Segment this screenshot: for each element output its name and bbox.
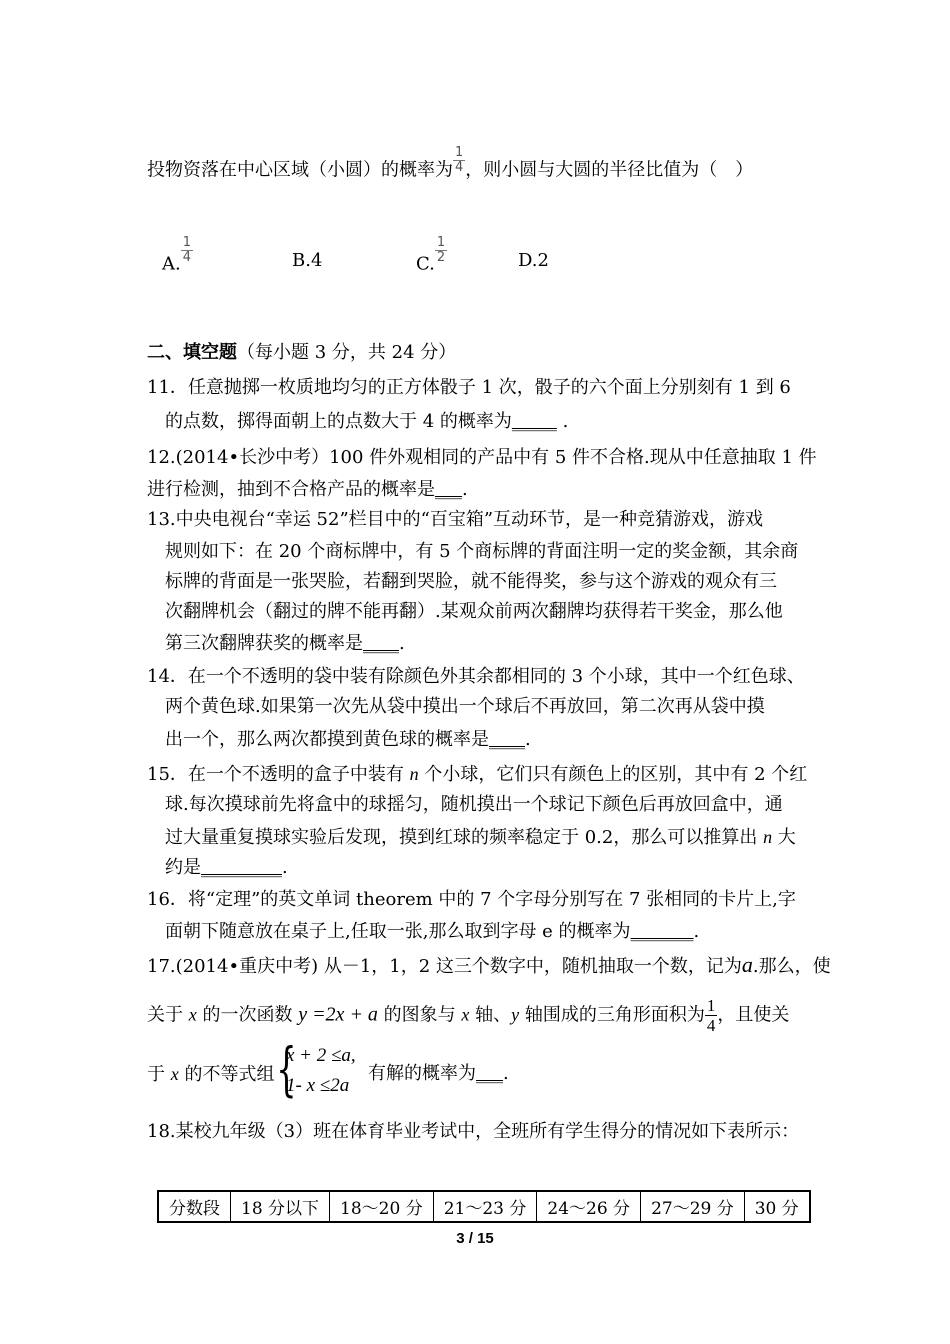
question-15-line-3: 过大量重复摸球实验后发现，摸到红球的频率稳定于 0.2，那么可以推算出 n 大 bbox=[165, 827, 796, 848]
question-15-line-2: 球.每次摸球前先将盒中的球摇匀，随机摸出一个球记下颜色后再放回盒中，通 bbox=[165, 794, 783, 815]
table-cell: 27～29 分 bbox=[641, 1191, 745, 1222]
table-cell: 24～26 分 bbox=[537, 1191, 641, 1222]
question-12-line-1: 12.(2014•长沙中考）100 件外观相同的产品中有 5 件不合格.现从中任意抽取 1 件 bbox=[147, 447, 817, 468]
answer-blank: ___ bbox=[476, 1063, 503, 1084]
question-13-line-2: 规则如下：在 20 个商标牌中，有 5 个商标牌的背面注明一定的奖金额，其余商 bbox=[165, 541, 799, 562]
table-row bbox=[158, 1191, 810, 1222]
table-cell: 分数段 bbox=[158, 1191, 231, 1222]
table-cell: 18～20 分 bbox=[330, 1191, 434, 1222]
question-text: ，则小圆与大圆的半径比值为（ ） bbox=[465, 159, 754, 181]
section-title: 二、填空题（每小题 3 分，共 24 分） bbox=[147, 342, 457, 363]
question-11-line-1: 11．任意抛掷一枚质地均匀的正方体骰子 1 次，骰子的六个面上分别刻有 1 到 6 bbox=[147, 377, 791, 398]
fraction-image: $\frac{1}{2}$ bbox=[436, 235, 446, 265]
question-16-line-1: 16．将“定理”的英文单词 theorem 中的 7 个字母分别写在 7 张相同的卡片上,字 bbox=[147, 889, 796, 910]
question-12-line-2: 进行检测，抽到不合格产品的概率是___. bbox=[147, 479, 468, 500]
table-cell: 21～23 分 bbox=[433, 1191, 537, 1222]
answer-blank: _________ bbox=[201, 857, 282, 878]
question-10-stem bbox=[147, 145, 754, 185]
question-13-line-5: 第三次翻牌获奖的概率是____. bbox=[165, 633, 405, 654]
option-d: D.2 bbox=[518, 250, 549, 271]
option-a: A. $\frac{1}{4}$ bbox=[162, 235, 192, 275]
question-13-line-3: 标牌的背面是一张哭脸，若翻到哭脸，就不能得奖，参与这个游戏的观众有三 bbox=[165, 571, 777, 592]
answer-blank: _______ bbox=[630, 921, 694, 942]
question-11-line-2: 的点数，掷得面朝上的点数大于 4 的概率为_____ . bbox=[165, 411, 569, 432]
inequality-2: 1- x ≤2a bbox=[286, 1075, 350, 1096]
inequality-1: x + 2 ≤a, bbox=[286, 1045, 356, 1066]
answer-blank: ____ bbox=[489, 729, 525, 750]
question-13-line-1: 13.中央电视台“幸运 52”栏目中的“百宝箱”互动环节，是一种竞猜游戏，游戏 bbox=[147, 509, 764, 530]
question-text: 投物资落在中心区域（小圆）的概率为 bbox=[147, 159, 453, 181]
answer-blank: ____ bbox=[363, 633, 399, 654]
table-cell: 30 分 bbox=[744, 1191, 810, 1222]
option-b: B.4 bbox=[292, 250, 323, 271]
question-16-line-2: 面朝下随意放在桌子上,任取一张,那么取到字母 e 的概率为_______. bbox=[165, 921, 700, 942]
fraction-image: $\frac{1}{4}$ bbox=[182, 235, 192, 265]
score-table bbox=[157, 1190, 811, 1223]
fraction-image: $\frac{1}{4}$ bbox=[455, 145, 464, 175]
question-14-line-1: 14．在一个不透明的袋中装有除颜色外其余都相同的 3 个小球，其中一个红色球、 bbox=[147, 666, 805, 687]
question-15-line-1: 15．在一个不透明的盒子中装有 n 个小球，它们只有颜色上的区别，其中有 2 个红 bbox=[147, 764, 808, 785]
question-18-line-1: 18.某校九年级（3）班在体育毕业考试中，全班所有学生得分的情况如下表所示： bbox=[147, 1121, 800, 1142]
question-14-line-2: 两个黄色球.如果第一次先从袋中摸出一个球后不再放回，第二次再从袋中摸 bbox=[165, 696, 765, 717]
question-14-line-3: 出一个，那么两次都摸到黄色球的概率是____. bbox=[165, 729, 531, 750]
fraction: $\frac{1}{4}$ bbox=[706, 996, 716, 1035]
brace-icon: { bbox=[276, 1035, 297, 1103]
question-17-line-3: 于 x 的不等式组 bbox=[147, 1064, 275, 1085]
question-17-line-2: 关于 x 的一次函数 y =2x + a 的图象与 x 轴、y 轴围成的三角形面积为 $\frac{1}{4}$ ，且使关 bbox=[147, 996, 790, 1035]
page-number: 3 / 15 bbox=[456, 1230, 494, 1247]
question-17-line-1: 17.(2014•重庆中考) 从－1，1，2 这三个数字中，随机抽取一个数，记为a.那么，使 bbox=[147, 952, 831, 977]
question-13-line-4: 次翻牌机会（翻过的牌不能再翻）.某观众前两次翻牌均获得若干奖金，那么他 bbox=[165, 601, 783, 622]
answer-blank: _____ bbox=[511, 411, 557, 432]
table-cell: 18 分以下 bbox=[231, 1191, 330, 1222]
answer-blank: ___ bbox=[435, 479, 462, 500]
question-17-line-3-end: 有解的概率为___. bbox=[368, 1063, 509, 1084]
question-15-line-4: 约是_________. bbox=[165, 857, 288, 878]
option-c: C. $\frac{1}{2}$ bbox=[416, 235, 446, 275]
